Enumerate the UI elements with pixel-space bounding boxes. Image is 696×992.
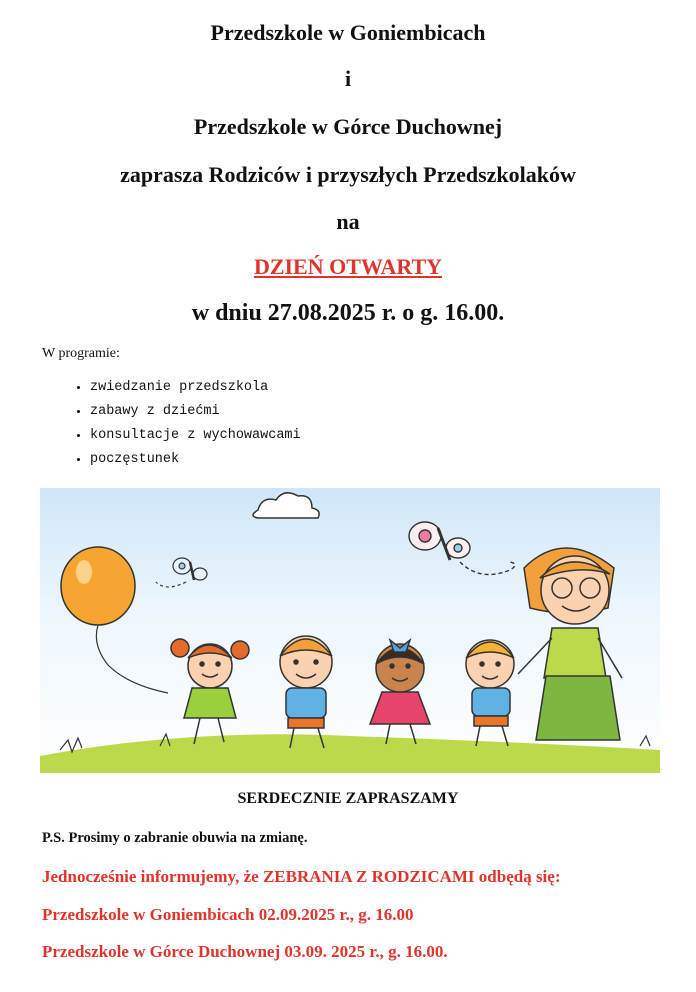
program-item: • konsultacje z wychowawcami <box>90 424 301 448</box>
notice-line: Przedszkole w Górce Duchownej 03.09. 2025 r., g. 16.00. <box>42 942 448 961</box>
program-label: W programie: <box>42 346 120 361</box>
notice-line: Przedszkole w Goniembicach 02.09.2025 r., g. 16.00 <box>42 905 414 924</box>
event-date: w dniu 27.08.2025 r. o g. 16.00. <box>191 300 505 326</box>
ps-note: P.S. Prosimy o zabranie obuwia na zmianę. <box>42 830 308 846</box>
school-name-1: Przedszkole w Goniembicach <box>210 20 486 45</box>
event-title: DZIEŃ OTWARTY <box>253 254 443 279</box>
program-item: • zwiedzanie przedszkola <box>90 376 301 400</box>
preposition: na <box>336 209 360 234</box>
notice-line: Jednocześnie informujemy, że ZEBRANIA Z RODZICAMI odbędą się: <box>42 867 561 886</box>
closing-text: SERDECZNIE ZAPRASZAMY <box>237 790 459 807</box>
kids-illustration <box>40 488 660 773</box>
conjunction: i <box>344 66 352 91</box>
program-list <box>64 376 301 472</box>
school-name-2: Przedszkole w Górce Duchownej <box>193 114 503 139</box>
program-item: • zabawy z dziećmi <box>90 400 301 424</box>
program-item: • poczęstunek <box>90 448 301 472</box>
invitation-line: zaprasza Rodziców i przyszłych Przedszkolaków <box>120 162 576 187</box>
